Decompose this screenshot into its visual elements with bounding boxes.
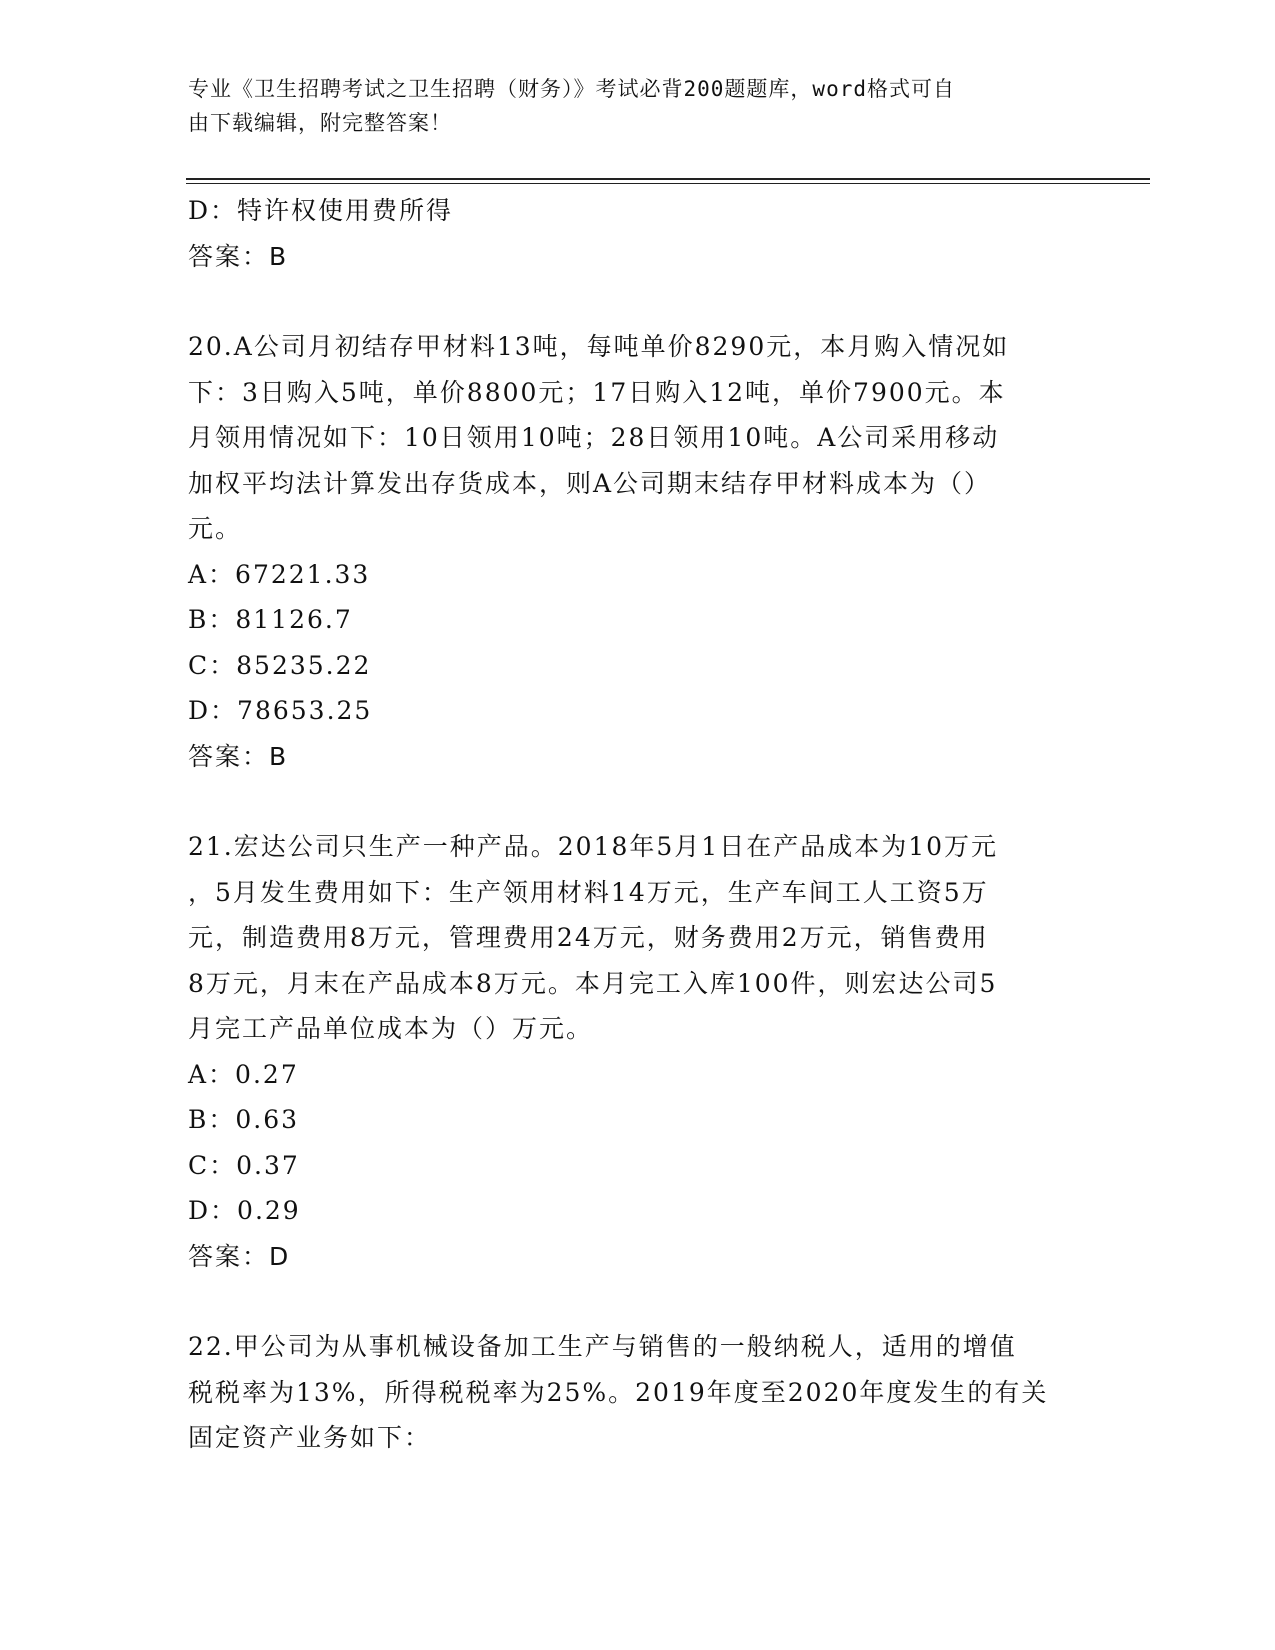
option-a: A：67221.33: [188, 559, 371, 589]
document-body: [188, 188, 1088, 1461]
question-text-line: 元，制造费用8万元，管理费用24万元，财务费用2万元，销售费用: [188, 923, 989, 952]
question-text-line: 8万元，月末在产品成本8万元。本月完工入库100件，则宏达公司5: [188, 968, 998, 998]
question-text-line: 加权平均法计算发出存货成本，则A公司期末结存甲材料成本为（）: [188, 468, 992, 498]
question-21: [188, 824, 1088, 1279]
question-text-line: 21.宏达公司只生产一种产品。2018年5月1日在产品成本为10万元: [188, 832, 999, 861]
question-text-line: 元。: [188, 514, 243, 543]
option-b: B：81126.7: [188, 605, 353, 634]
option-d: D：特许权使用费所得: [188, 196, 454, 225]
document-header: [188, 72, 1068, 140]
answer: 答案：D: [188, 1241, 291, 1271]
option-a: A：0.27: [188, 1059, 299, 1089]
option-d: D：78653.25: [188, 696, 373, 725]
question-text-line: 下：3日购入5吨，单价8800元；17日购入12吨，单价7900元。本: [188, 377, 1006, 407]
question-20: [188, 324, 1088, 779]
header-line-2: 由下载编辑，附完整答案！: [188, 111, 452, 135]
option-c: C：85235.22: [188, 650, 372, 680]
question-text-line: ，5月发生费用如下：生产领用材料14万元，生产车间工人工资5万: [188, 877, 989, 907]
answer: 答案：B: [188, 241, 289, 271]
header-divider-thin: [186, 183, 1150, 184]
header-divider-thick: [186, 178, 1150, 180]
question-text-line: 20.A公司月初结存甲材料13吨，每吨单价8290元，本月购入情况如: [188, 332, 1010, 361]
question-text-line: 月完工产品单位成本为（）万元。: [188, 1014, 594, 1043]
question-22: [188, 1324, 1088, 1461]
header-line-1: 专业《卫生招聘考试之卫生招聘（财务）》考试必背200题题库，word格式可自: [188, 77, 955, 101]
option-b: B：0.63: [188, 1105, 300, 1134]
question-text-line: 固定资产业务如下：: [188, 1423, 432, 1452]
option-c: C：0.37: [188, 1150, 300, 1180]
question-text-line: 税税率为13%，所得税税率为25%。2019年度至2020年度发生的有关: [188, 1377, 1049, 1407]
question-text-line: 22.甲公司为从事机械设备加工生产与销售的一般纳税人，适用的增值: [188, 1332, 1017, 1361]
option-d: D：0.29: [188, 1196, 301, 1225]
answer: 答案：B: [188, 741, 289, 771]
question-text-line: 月领用情况如下：10日领用10吨；28日领用10吨。A公司采用移动: [188, 423, 1000, 452]
